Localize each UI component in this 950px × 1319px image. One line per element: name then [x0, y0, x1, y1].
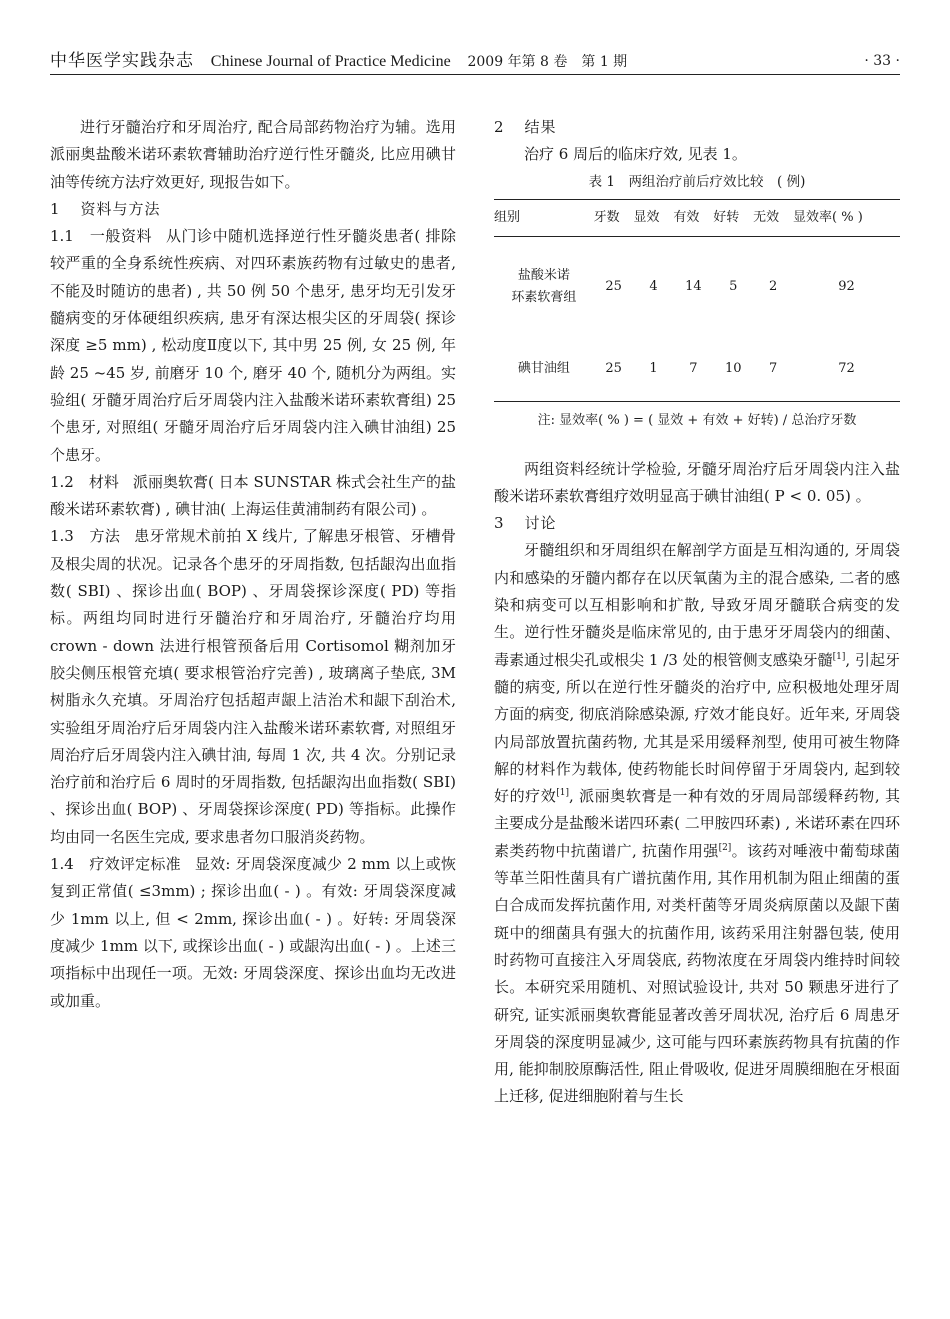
cell-rate: 72	[838, 360, 855, 376]
table-row	[494, 337, 900, 402]
cell-effective: 14	[685, 278, 702, 294]
subsection-text: 显效: 牙周袋深度减少 2 mm 以上或恢复到正常值( ≤3mm) ; 探诊出血( - ) 。有效: 牙周袋深度减少 1mm 以上, 但 < 2mm, 探诊出血( - ) 。好转: 牙周袋深度减少 1mm 以下, 或探诊出血( - ) 或龈沟出血( - ) 。上述三项指标中出现任一项。无效: 牙周袋深度、探诊出血均无改进或加重。	[50, 855, 457, 1010]
cell-rate: 92	[838, 278, 855, 294]
cell-improved: 10	[724, 360, 742, 376]
header-rule	[50, 74, 900, 75]
running-header	[50, 50, 900, 74]
section-1-1	[50, 223, 456, 469]
table-header-row	[494, 199, 900, 236]
header-group: 组别	[494, 199, 594, 236]
cell-improved: 5	[729, 278, 738, 294]
header-teeth: 牙数	[594, 199, 634, 236]
stats-paragraph: 两组资料经统计学检验, 牙髓牙周治疗后牙周袋内注入盐酸米诺环素软膏组疗效明显高于碘甘油组( P < 0. 05) 。	[494, 459, 900, 505]
table-caption: 表 1 两组治疗前后疗效比较 ( 例)	[588, 173, 806, 190]
group-name-line: 碘甘油组	[517, 360, 570, 376]
discussion-text: 。该药对唾液中葡萄球菌等革兰阳性菌具有广谱抗菌作用, 其作用机制为阻止细菌的蛋白合成而发挥抗菌作用, 对类杆菌等牙周炎病原菌以及龈下菌斑中的细菌具有强大的抗菌作用, 该药采用注射器包装, 使用时药物可直接注入牙周袋底, 药物浓度在牙周袋内维持时间较长。本研究采用随机、对照试验设计, 共对 50 颗患牙进行了研究, 证实派丽奥软膏能显著改善牙周状况, 治疗后 6 周患牙牙周袋的深度明显减少, 这可能与四环素族药物具有抗菌的作用, 能抑制胶原酶活性, 阻止骨吸收, 促进牙周膜细胞在牙根面上迁移, 促进细胞附着与生长	[494, 841, 900, 1106]
section-1-3	[50, 523, 456, 851]
subsection-text: 患牙常规术前拍 X 线片, 了解患牙根管、牙槽骨及根尖周的状况。记录各个患牙的牙周指数, 包括龈沟出血指数( SBI) 、探诊出血( BOP) 、牙周袋探诊深度( PD) 等指标。两组均同时进行牙髓治疗和牙周治疗, 牙髓治疗均用 crown - down 法进行根管预备后用 Cortisomol 糊剂加牙胶尖侧压根管充填( 要求根管治疗完善) , 玻璃离子垫底, 3M 树脂永久充填。牙周治疗包括超声龈上洁治术和龈下刮治术, 实验组牙周治疗后牙周袋内注入盐酸米诺环素软膏, 对照组牙周治疗后牙周袋内注入碘甘油, 每周 1 次, 共 4 次。分别记录治疗前和治疗后 6 周时的牙周指数, 包括龈沟出血指数( SBI) 、探诊出血( BOP) 、牙周袋探诊深度( PD) 等指标。此操作均由同一名医生完成, 要求患者勿口服消炎药物。	[50, 527, 456, 846]
discussion-text: , 引起牙髓的病变, 所以在逆行性牙髓炎的治疗中, 应积极地处理牙周方面的病变, 彻底消除感染源, 疗效才能良好。近年来, 牙周袋内局部放置抗菌药物, 尤其是采用缓释剂型, 使用可被生物降解的材料作为载体, 使药物能长时间停留于牙周袋内, 起到较好的疗效	[494, 650, 900, 806]
section-1-4	[50, 851, 456, 1015]
cell-marked: 4	[649, 278, 658, 294]
results-intro: 治疗 6 周后的临床疗效, 见表 1。	[524, 145, 747, 164]
subsection-label: 1.4 疗效评定标准	[50, 855, 181, 874]
cell-teeth: 25	[605, 360, 622, 376]
section-3-heading	[494, 510, 900, 537]
section-number: 1	[50, 199, 61, 218]
cell-marked: 1	[649, 360, 658, 376]
discussion-text: 牙髓组织和牙周组织在解剖学方面是互相沟通的, 牙周袋内和感染的牙髓内都存在以厌氧菌为主的混合感染, 二者的感染和病变可以互相影响和扩散, 导致牙周牙髓联合病变的发生。逆行性牙髓炎是临床常见的, 由于患牙牙周袋内的细菌、毒素通过根尖孔或根尖 1 /3 处的根管侧支感染牙髓	[494, 541, 900, 669]
section-title: 结果	[524, 118, 557, 136]
left-column	[50, 114, 456, 1015]
issue-info: 2009 年第 8 卷 第 1 期	[467, 54, 628, 70]
header-effective: 有效	[673, 199, 713, 236]
group-cell	[494, 236, 594, 337]
cell-teeth: 25	[605, 278, 622, 294]
section-title: 资料与方法	[80, 199, 161, 218]
header-improved: 好转	[713, 199, 753, 236]
section-number: 3	[494, 514, 505, 533]
discussion-paragraph	[494, 537, 900, 1110]
subsection-text: 从门诊中随机选择逆行性牙髓炎患者( 排除较严重的全身系统性疾病、对四环素族药物有过敏史的患者, 不能及时随访的患者) , 共 50 例 50 个患牙, 患牙均无引发牙髓病变的牙体硬组织疾病, 患牙有深达根尖区的牙周袋( 探诊深度 ≥5 mm) , 松动度Ⅱ度以下, 其中男 25 例, 女 25 例, 年龄 25 ~45 岁, 前磨牙 10 个, 磨牙 40 个, 随机分为两组。实验组( 牙髓牙周治疗后牙周袋内注入盐酸米诺环素软膏组) 25 个患牙, 对照组( 牙髓牙周治疗后牙周袋内注入碘甘油组) 25 个患牙。	[50, 227, 457, 464]
citation: [1]	[556, 788, 570, 799]
section-1-heading	[50, 196, 456, 223]
header-ineffective: 无效	[753, 199, 793, 236]
header-rate: 显效率( % )	[793, 199, 900, 236]
table-note: 注: 显效率( % ) = ( 显效 + 有效 + 好转) / 总治疗牙数	[537, 412, 857, 428]
section-1-2	[50, 469, 456, 524]
group-cell	[494, 337, 594, 402]
intro-paragraph: 进行牙髓治疗和牙周治疗, 配合局部药物治疗为辅。选用派丽奥盐酸米诺环素软膏辅助治疗逆行性牙髓炎, 比应用碘甘油等传统方法疗效更好, 现报告如下。	[50, 118, 456, 191]
subsection-label: 1.3 方法	[50, 527, 121, 546]
subsection-text: 派丽奥软膏( 日本 SUNSTAR 株式会社生产的盐酸米诺环素软膏) , 碘甘油( 上海运佳黄浦制药有限公司) 。	[50, 472, 456, 519]
subsection-label: 1.2 材料	[50, 472, 119, 491]
cell-ineffective: 7	[768, 360, 778, 376]
cell-effective: 7	[689, 360, 698, 376]
citation: [2]	[718, 842, 732, 853]
group-name-line: 盐酸米诺	[517, 267, 570, 283]
journal-title-cn: 中华医学实践杂志	[50, 51, 194, 71]
results-table	[494, 199, 900, 402]
section-title: 讨论	[524, 514, 557, 533]
right-column	[494, 114, 900, 1111]
journal-title-en: Chinese Journal of Practice Medicine	[210, 53, 451, 70]
page-number: · 33 ·	[864, 53, 900, 69]
section-number: 2	[494, 118, 505, 136]
table-row	[494, 236, 900, 337]
header-marked: 显效	[634, 199, 674, 236]
group-name-line: 环素软膏组	[511, 289, 577, 305]
subsection-label: 1.1 一般资料	[50, 227, 152, 246]
discussion-text: , 派丽奥软膏是一种有效的牙周局部缓释药物, 其主要成分是盐酸米诺四环素( 二甲胺四环素) , 米诺环素在四环素类药物中抗菌谱广, 抗菌作用强	[494, 787, 900, 860]
citation: [1]	[832, 651, 846, 662]
section-2-heading	[494, 114, 900, 141]
cell-ineffective: 2	[768, 278, 778, 294]
